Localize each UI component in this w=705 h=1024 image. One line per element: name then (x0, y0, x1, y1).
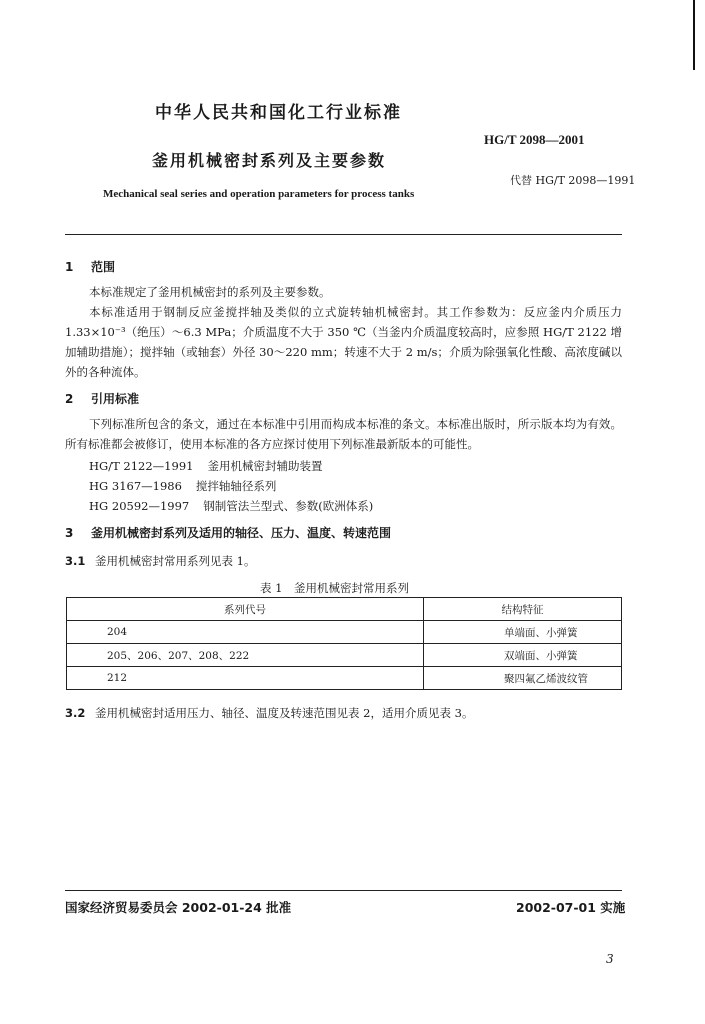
approval-note: 国家经济贸易委员会 2002-01-24 批准 (65, 900, 292, 915)
section-number: 2 (65, 392, 74, 406)
table-cell: 单端面、小弹簧 (424, 621, 622, 644)
table-1-caption: 表 1 釜用机械密封常用系列 (260, 581, 409, 595)
table-header-row (67, 598, 622, 621)
reference-code: HG 20592—1997 (89, 499, 190, 513)
table-row (67, 644, 622, 667)
section-1-heading (65, 258, 115, 275)
subsection-number: 3.1 (65, 554, 86, 568)
section-number: 3 (65, 526, 74, 540)
subsection-3-1 (65, 553, 255, 569)
reference-title: 钢制管法兰型式、参数(欧洲体系) (203, 499, 374, 513)
section-3-heading (65, 524, 391, 541)
reference-item (89, 478, 290, 494)
subsection-text: 釜用机械密封常用系列见表 1。 (95, 554, 256, 568)
reference-code: HG 3167—1986 (89, 479, 182, 493)
document-title-cn: 釜用机械密封系列及主要参数 (152, 151, 387, 170)
section-1-para-1: 本标准规定了釜用机械密封的系列及主要参数。 (89, 285, 331, 299)
footer-divider (65, 890, 622, 891)
section-2-heading (65, 390, 139, 407)
table-cell: 聚四氟乙烯波纹管 (424, 667, 622, 690)
subsection-text: 釜用机械密封适用压力、轴径、温度及转速范围见表 2，适用介质见表 3。 (95, 706, 474, 720)
subsection-3-2 (65, 705, 473, 721)
section-title: 范围 (91, 260, 116, 274)
reference-code: HG/T 2122—1991 (89, 459, 194, 473)
scan-edge-mark (693, 0, 695, 70)
standard-category-title: 中华人民共和国化工行业标准 (155, 103, 402, 123)
page-number: 3 (606, 952, 614, 966)
table-header-cell: 系列代号 (67, 598, 424, 621)
table-cell: 212 (67, 667, 424, 690)
replaces-note: 代替 HG/T 2098—1991 (510, 174, 636, 187)
section-title: 引用标准 (91, 392, 140, 406)
header-divider (65, 234, 622, 235)
table-cell: 205、206、207、208、222 (67, 644, 424, 667)
document-title-en: Mechanical seal series and operation parameters for process tanks (103, 188, 415, 200)
implementation-date: 2002-07-01 实施 (516, 900, 626, 915)
subsection-number: 3.2 (65, 706, 86, 720)
section-2-para-1: 下列标准所包含的条文，通过在本标准中引用而构成本标准的条文。本标准出版时，所示版本均为有效。所有标准都会被修订，使用本标准的各方应探讨使用下列标准最新版本的可能性。 (65, 417, 622, 451)
section-title: 釜用机械密封系列及适用的轴径、压力、温度、转速范围 (91, 526, 392, 540)
table-1 (66, 597, 622, 690)
table-cell: 双端面、小弹簧 (424, 644, 622, 667)
section-1-para-2: 本标准适用于钢制反应釜搅拌轴及类似的立式旋转轴机械密封。其工作参数为：反应釜内介质压力 1.33×10⁻³（绝压）～6.3 MPa；介质温度不大于 350 ℃（当釜内介质温度较高时，应参照 HG/T 2122 增加辅助措施）；搅拌轴（或轴套）外径 30～220 mm；转速不大于 2 m/s；介质为除强氧化性酸、高浓度碱以外的各种流体。 (65, 305, 622, 379)
reference-item (89, 498, 387, 514)
table-row (67, 621, 622, 644)
reference-title: 釜用机械密封辅助装置 (207, 459, 323, 473)
table-cell: 204 (67, 621, 424, 644)
table-header-cell: 结构特征 (424, 598, 622, 621)
reference-item (89, 458, 336, 474)
section-number: 1 (65, 260, 74, 274)
table-row (67, 667, 622, 690)
standard-number: HG/T 2098—2001 (484, 132, 585, 147)
reference-title: 搅拌轴轴径系列 (195, 479, 277, 493)
